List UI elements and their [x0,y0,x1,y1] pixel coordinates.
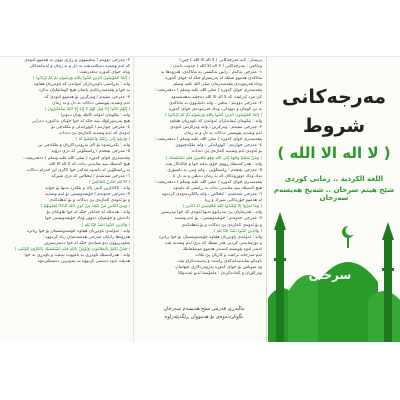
footer-line-2: بڵاوكردنەوەی بۆ هەمووان ڕێگەپێدراوە [164,314,244,320]
text-line: ٢- مەرجی دووەم : یەقین ، واتە دڵنیابوون بە ماناكەی [169,100,262,106]
text-line: پێغەمبەری خوای گەورە ( صلی اللە علیە وسلم ) دەفەرمێت : [154,137,262,143]
text-line: ٧- مەرجی حەوتەم : خۆشەویستی ، بۆ ئەم وشەیە [174,216,262,222]
text-line: ٣- مەرجی سێیەم / وەرگرتن بۆ هەموو ئەوەی كە [44,94,130,100]
text-line: ماناكەی هەموو شتێك لە پەرستراو جگە لە خوای گەورە [165,76,262,82]
text-line: ٤- مەرجی چوارەم / گوێڕایەڵی و ملكەچی بۆ [51,125,130,131]
text-line: واتە : ئاگاداربن ئاینی پاك و بێگەرد تەنها بۆ خوایە [45,185,130,191]
text-line: ( إِنَّمَا الْمُؤْمِنُونَ الَّذِينَ آمَنُوا بِاللَّهِ وَرَسُولِهِ ثُمَّ لَمْ يَرْتَابُوا ) [33,76,130,82]
middle-text-column [140,58,262,277]
brochure-subtitle: شروط [302,115,366,137]
text-line: ئەم مەرجانە بزانێت و كاریان پێ بكات [195,253,262,258]
text-line: ٦- مەرجی شەشەم : ئیخلاص ، واتە پاككردنەوەی كردەوە [161,192,262,198]
brochure-title: مەرجەكانی [282,86,386,108]
text-line: ٧- مەرجی حەوتەم / خۆشەویستی بۆ ئەم وشەیە [45,192,130,198]
text-line: بە ڕاستگۆیی لە دڵیەوە مەگەر خوا ئاگری لێ حەرام دەكات [26,167,130,173]
text-line: ٣- مەرجی سێیەم : وەرگرتن ، واتە وەرگرتنی ئەوەی [170,125,262,131]
text-line: ٦- مەرجی شەشەم / ئیخلاص كە دژی شیركە [51,173,130,179]
text-line: ٥- مەرجی پێنجەم : ڕاستگۆیی ، واتە وتنی بە دڵسۆزی [167,167,262,173]
text-line: بۆ ئەوەی ئەم وشەیە ئاماژەی پێ دەدات [191,149,262,155]
text-line: ( وَمِنَ النَّاسِ مَنْ يَتَّخِذُ مِنْ دُونِ اللَّهِ أَنْدَادًا يُحِبُّونَهُمْ ) [40,204,130,210]
text-line: لەبەر ئەوە پێویستە لەسەر هەموو موسڵمانێك [182,246,262,252]
text-line: وەك خوای گەورە دەفەرمێت : [76,70,130,76]
text-line: و دوژمنایەتی كردنی هەر شتێك كە دژی ئەم وشەیە بێت [164,240,262,246]
text-line: ( وَمَنْ يُسْلِمْ وَجْهَهُ إِلَى اللَّهِ وَهُوَ مُحْسِنٌ فَقَدِ اسْتَمْسَكَ ) [165,155,262,161]
fold-line-right [266,56,267,342]
text-line: وەڵامی : مەرجەكانی ( لا الە الا اللە ) حەوت دانەن : [170,64,262,70]
text-line: ئەم وشەیە پێویستی دەكات بە دڵ و بە زمان [184,131,262,137]
text-line: و بۆ ئەوەی ئاماژەی پێ دەكات و بۆ ئەهلەكەی [181,222,262,228]
text-line: ئەم وشەیە پێویستی دەكات بە دڵ و بە زمان [52,100,130,106]
text-line: وەرگێڕان و ئامادەكردن : مامۆستا ئەبو عەبدوڵڵا [178,271,262,277]
text-line: ( إِنَّهُمْ كَانُوا إِذَا قِيلَ لَهُمْ لَا إِلَٰهَ إِلَّا اللَّهُ يَسْتَكْبِرُونَ ) [44,106,130,112]
language-line: اللغة الكردية .. زمانى كوردى [284,175,384,183]
text-line: ٤- مەرجی چوارەم : گوێڕایەڵی ، واتە ملكەچبوون [175,143,262,149]
footer-note [148,305,260,321]
text-line: كە ئەم وشەیە دەیگەیەنێت بە دڵ و بە زمان و ئەندامەكان [29,64,130,70]
text-line: واتە : هەركەسێك باوەڕی بە تاغووت نەبێت و باوەڕی بە خوا [24,253,130,258]
text-line: و بۆ ئەوەی ئاماژەی پێ دەكات و بۆ ئەهلەكەی [49,198,130,204]
text-line: هیچ كەسێك نییە شایەتی بدات بە ڕاستی لە دڵیەوە [173,185,262,191]
text-line: ( وَمَا أُمِرُوا إِلَّا لِيَعْبُدُوا اللَّهَ مُخْلِصِينَ لَهُ الدِّينَ ) [182,204,262,210]
text-line: هیچ كەسێك نییە شایەتی بدات كە لا الە الا اللە [49,161,130,167]
scan-bottom-margin [0,342,400,400]
text-line: واتە : بێگومان ئەوانە كاتێك پێیان دەوترا [60,112,130,118]
text-line: واتە : فەرمانیان پێ نەدرابوو تەنها ئەوەی كە خوا بپەرستن [160,210,262,216]
text-line: لە هەموو جۆرەكانی شیرك و ڕیا [205,198,262,204]
text-line: ٢- مەرجی دووەم / یەقینبوون و ڕازی بوون بە هەموو ئەوەی [24,58,130,63]
text-line: واتە : بەڕاستی باوەڕداران ئەوانەن كە باوەڕیان هێناوە [34,82,130,88]
logo [300,262,360,284]
text-line: دادەنێن و خۆشیان دەوێن وەك خۆشەویستی خوا [45,216,130,222]
text-line: پێغەمبەری خوای گەورە ( صلی اللە علیە وسلم ) دەفەرمێت : [22,155,130,161]
author-line: شێخ هیثم سرحان .. شەیخ هەیسەم سەرحان [273,186,395,202]
text-line: ئەوەی كە ئەم وشەیە ئاماژەی پێ دەدات [58,131,130,137]
text-line: پێغەمبەری خوای گەورە ( صلی اللە علیە وسلم ) دەفەرمێت : [154,88,262,94]
text-line: نەك وەك دووڕوەكان كە بە زمان دەیڵێن و بە دڵ نا [172,173,262,179]
text-line: وە سوپاس بۆ خوای گەورە پەروەردگاری جیهانیان [175,265,262,271]
text-line: هیچ پەرستراوێك نییە جگە لە خوا خۆیان بەگەورە دەزانی [31,118,130,124]
text-line: تاوەكو شایەتیدانەكەی ڕاست و پەسەندكراو بێت [177,259,262,265]
text-line: واتە : بگەڕێنەوە بۆ لای پەروەردگارتان و ملكەچی بن [37,143,130,149]
text-line: بە بێ گومان و دوودڵی، وەك فەرمودەی خوای گەورە [168,106,262,112]
footer-line-1: ماڵپەڕی فەرمی شێخ هەیسەم سەرحان [163,306,245,312]
text-line: پرسیار : ئایە مەرجەكانی ( لا الە الا اللە ) چین؟ [179,58,262,63]
shahada-heading: ( لا الە الا اللە ) [277,144,391,162]
text-line: ( وَالَّذِينَ آمَنُوا أَشَدُّ حُبًّا لِلَّهِ ) [81,222,130,228]
text-line: هەروەها زانایان مەرجی هەشتەمیان زیاد كردووە : [42,234,130,240]
text-line: ( إِنَّمَا الْمُؤْمِنُونَ الَّذِينَ آمَنُوا بِاللَّهِ وَرَسُولِهِ ثُمَّ لَمْ يَرْتَابُوا ) [165,112,262,118]
text-line: واتە : بێگومان ئیمانداران ئەوانەن كە باوەڕیان هێناوە [169,118,262,124]
text-line: وەك فەرمودەی پێغەمبەرمان صلی اللە علیە وسلم [173,82,262,88]
text-line: پێغەمبەری خوای گەورە ( صلی اللە علیە وسلم ) دەفەرمێت : [154,179,262,185]
text-line: ( وَالَّذِينَ آمَنُوا أَشَدُّ حُبًّا لِلَّهِ ) [213,228,262,234]
text-line: واتە : ئەوانەی باوەڕیان هێناوە خۆشەویستیان بۆ خوا زیاترە [26,228,130,234]
text-line: واتە : ئەوانەی باوەڕیان هێناوە خۆشەویستیان بۆ خوا زیاترە [158,234,262,240]
left-text-column [8,58,130,265]
scan-top-margin [0,0,400,56]
text-line: ( وَأَنِيبُوا إِلَىٰ رَبِّكُمْ وَأَسْلِمُوا لَهُ ) [75,137,130,143]
text-line: ١- مەرجی یەكەم : زانین بەگشتی بە ماناكەی، هەروەها بە [160,70,262,76]
fold-line-left [133,56,134,342]
text-line: هەبێت ئەوە دەستی گرتووە بە پتەوترین دەستگیرەوە [37,259,130,265]
logo-small-text: هيثم [325,262,335,268]
text-line: واتە : هەر كەسێك ڕووی خۆی بداتە خوا و چاكەكار بێت [165,161,262,167]
text-line: ( فَمَنْ يَكْفُرْ بِالطَّاغُوتِ وَيُؤْمِنْ بِاللَّهِ فَقَدِ اسْتَمْسَكَ بِالْعُرْوَةِ الْوُثْقَىٰ ) [14,246,130,252]
logo-text: سرحان [308,268,352,282]
text-line: بێباوەڕبوون بەو شتانەی جگە لە خوا دەپەرسترێن [43,240,130,246]
text-line: واتە : هەندێك لە خەڵكی جگە لە خوا هاوتایان بۆ [46,210,130,216]
text-line: كێ مرد ئەزانێت كە لا الە الا اللە دەچێتە بەهەشتەوە [171,94,262,100]
text-line: ( أَلَا لِلَّهِ الدِّينُ الْخَالِصُ ) [88,179,130,185]
text-line: ٥- مەرجی پێنجەم / ڕاستگۆیی كە دژی درۆیە [51,149,130,155]
text-line: بە خوا و پێغەمبەرەكەی پاشان هیچ گومانێكیان نەكرد [38,88,130,94]
